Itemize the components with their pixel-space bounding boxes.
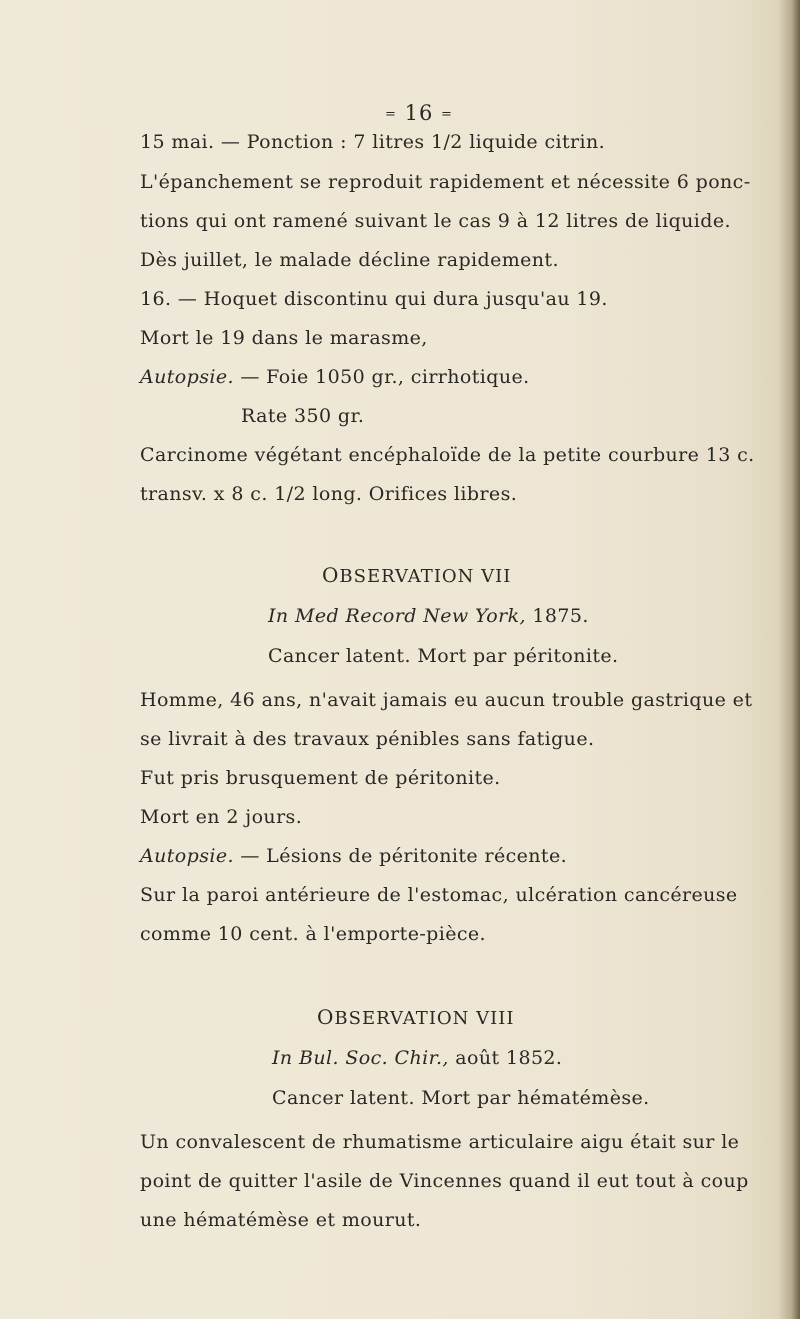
autopsy-label: Autopsie.	[140, 366, 234, 388]
text-line: Dès juillet, le malade décline rapidement.	[140, 249, 559, 271]
page-number	[385, 101, 453, 125]
observation-heading	[322, 563, 511, 587]
text-line: Homme, 46 ans, n'avait jamais eu aucun trouble gastrique et	[140, 689, 753, 711]
heading-initial: O	[322, 563, 340, 587]
observation-heading	[317, 1005, 514, 1029]
text-line: L'épanchement se reproduit rapidement et nécessite 6 ponc-	[140, 171, 751, 193]
text-line: se livrait à des travaux pénibles sans fatigue.	[140, 728, 595, 750]
text-line: transv. x 8 c. 1/2 long. Orifices libres.	[140, 483, 518, 505]
text-line: 15 mai. — Ponction : 7 litres 1/2 liquide citrin.	[140, 131, 606, 153]
text-line: comme 10 cent. à l'emporte-pièce.	[140, 923, 486, 945]
source-citation: In Med Record New York,	[268, 605, 526, 627]
page-number-value: 16	[404, 101, 434, 125]
heading-initial: O	[317, 1005, 335, 1029]
autopsy-label: Autopsie.	[140, 845, 234, 867]
text-line	[140, 845, 567, 867]
text-fragment: — Lésions de péritonite récente.	[233, 845, 568, 867]
text-line: Sur la paroi antérieure de l'estomac, ulcération cancéreuse	[140, 884, 738, 906]
source-year: 1875.	[525, 605, 589, 627]
observation-source	[272, 1047, 562, 1069]
text-line: une hématémèse et mourut.	[140, 1209, 422, 1231]
observation-subtitle: Cancer latent. Mort par hématémèse.	[272, 1087, 650, 1109]
source-date: août 1852.	[448, 1047, 563, 1069]
page-number-dash-left: =	[385, 107, 397, 122]
text-line: Un convalescent de rhumatisme articulaire aigu était sur le	[140, 1131, 740, 1153]
observation-subtitle: Cancer latent. Mort par péritonite.	[268, 645, 619, 667]
page-number-dash-right: =	[441, 107, 453, 122]
text-line: Mort en 2 jours.	[140, 806, 303, 828]
text-line: tions qui ont ramené suivant le cas 9 à 12 litres de liquide.	[140, 210, 731, 232]
text-line: Rate 350 gr.	[241, 405, 365, 427]
page-edge-shadow	[778, 0, 800, 1319]
heading-rest: BSERVATION VII	[339, 566, 512, 587]
text-line: Carcinome végétant encéphaloïde de la petite courbure 13 c.	[140, 444, 755, 466]
source-citation: In Bul. Soc. Chir.,	[272, 1047, 449, 1069]
text-line: 16. — Hoquet discontinu qui dura jusqu'au 19.	[140, 288, 608, 310]
text-line	[140, 366, 530, 388]
text-line: point de quitter l'asile de Vincennes quand il eut tout à coup	[140, 1170, 749, 1192]
text-line: Fut pris brusquement de péritonite.	[140, 767, 501, 789]
text-line: Mort le 19 dans le marasme,	[140, 327, 428, 349]
observation-source	[268, 605, 589, 627]
heading-rest: BSERVATION VIII	[334, 1008, 515, 1029]
text-fragment: — Foie 1050 gr., cirrhotique.	[233, 366, 530, 388]
